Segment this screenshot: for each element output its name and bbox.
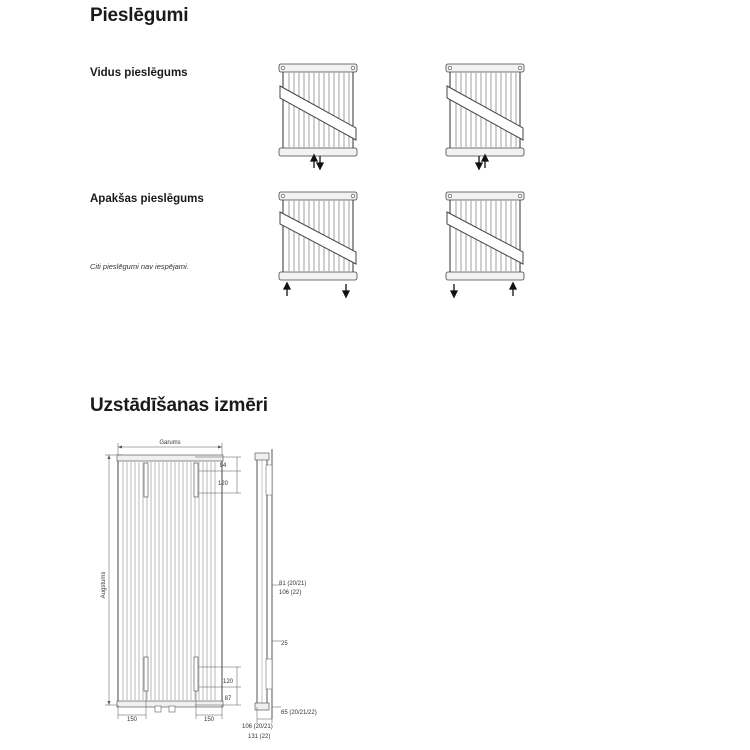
top-dim: 94 (219, 463, 227, 469)
total-depth-a: 106 (20/21) (242, 724, 273, 730)
total-depth-b: 131 (22) (248, 734, 271, 740)
depth-a-dim: 81 (20/21) (279, 581, 307, 587)
lower-spacing-dim: 120 (222, 679, 234, 685)
bottom-dim: 87 (224, 696, 232, 702)
width-label: Garums (159, 440, 181, 446)
install-title: Uzstādīšanas izmēri (90, 395, 268, 416)
left-offset-dim: 150 (126, 717, 138, 723)
upper-spacing-dim: 120 (217, 481, 229, 487)
connections-title: Pieslēgumi (90, 5, 189, 26)
depth-b-dim: 106 (22) (279, 590, 302, 596)
right-offset-dim: 150 (203, 717, 215, 723)
middle-connection-label: Vidus pieslēgums (90, 67, 188, 79)
bottom-connection-diagram-1 (278, 192, 358, 302)
height-label: Augstums (101, 571, 107, 599)
wall-gap-dim: 25 (281, 641, 288, 647)
connections-note: Citi pieslēgumi nav iespējami. (90, 262, 189, 271)
side-view-drawing (242, 445, 355, 745)
middle-connection-diagram-1 (278, 64, 358, 174)
middle-connection-diagram-2 (445, 64, 525, 174)
bottom-connection-label: Apakšas pieslēgums (90, 193, 204, 205)
bottom-connection-diagram-2 (445, 192, 525, 302)
front-view-drawing (95, 435, 245, 725)
bracket-dim: 65 (20/21/22) (281, 710, 317, 716)
